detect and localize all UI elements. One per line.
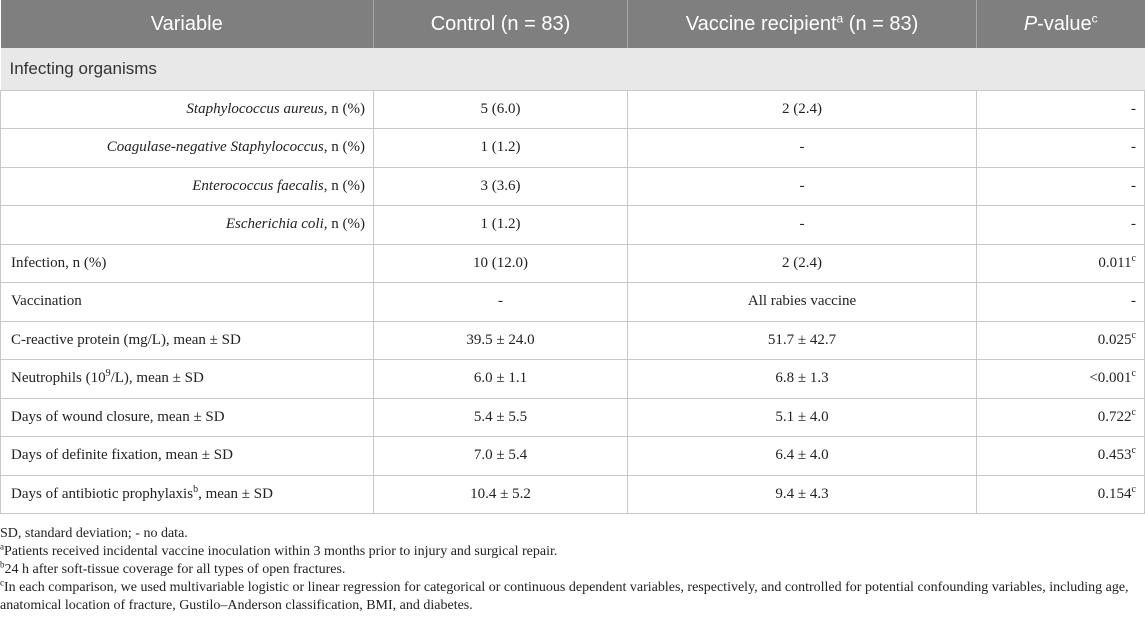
header-vaccine-n: (n = 83) bbox=[843, 12, 919, 35]
organism-label bbox=[1, 129, 374, 168]
pvalue-cell bbox=[977, 475, 1145, 514]
antibiotic-label-pre: Days of antibiotic prophylaxis bbox=[11, 485, 194, 502]
header-p-sup: c bbox=[1091, 10, 1098, 25]
section-row bbox=[1, 48, 1145, 90]
pvalue-text: 0.722 bbox=[1097, 408, 1132, 425]
pvalue-sup: c bbox=[1131, 483, 1136, 495]
organism-name: Escherichia coli bbox=[225, 216, 324, 233]
organism-name: Staphylococcus aureus bbox=[186, 100, 324, 117]
footnote-a bbox=[0, 543, 1140, 561]
footnote-c bbox=[0, 579, 1140, 615]
table-row bbox=[1, 167, 1145, 206]
control-cell: 10.4 ± 5.2 bbox=[374, 475, 628, 514]
organism-suffix: , n (%) bbox=[323, 100, 365, 117]
neutrophils-label-pre: Neutrophils (10 bbox=[11, 370, 106, 387]
organism-name: Enterococcus faecalis bbox=[192, 177, 324, 194]
organism-label bbox=[1, 206, 374, 245]
pvalue-text: 0.011 bbox=[1098, 254, 1132, 271]
footnote-c-mark: c bbox=[0, 577, 4, 588]
table-row bbox=[1, 90, 1145, 129]
organism-suffix: , n (%) bbox=[323, 139, 365, 156]
control-cell: 1 (1.2) bbox=[374, 129, 628, 168]
pvalue-text: 0.025 bbox=[1097, 331, 1132, 348]
pvalue-cell: - bbox=[977, 90, 1145, 129]
antibiotic-label-sup: b bbox=[193, 483, 199, 495]
vaccine-cell: - bbox=[628, 129, 977, 168]
control-cell: 7.0 ± 5.4 bbox=[374, 437, 628, 476]
vaccine-cell: 51.7 ± 42.7 bbox=[628, 321, 977, 360]
pvalue-sup: c bbox=[1131, 252, 1136, 264]
vaccine-cell: All rabies vaccine bbox=[628, 283, 977, 322]
footnote-a-text: Patients received incidental vaccine inoculation within 3 months prior to injury and surgical repair. bbox=[4, 544, 558, 559]
control-cell: 10 (12.0) bbox=[374, 244, 628, 283]
header-control: Control (n = 83) bbox=[374, 0, 628, 48]
control-cell: 5.4 ± 5.5 bbox=[374, 398, 628, 437]
control-cell: 39.5 ± 24.0 bbox=[374, 321, 628, 360]
wound-label: Days of wound closure, mean ± SD bbox=[1, 398, 374, 437]
pvalue-cell bbox=[977, 437, 1145, 476]
pvalue-cell bbox=[977, 398, 1145, 437]
control-cell: 3 (3.6) bbox=[374, 167, 628, 206]
pvalue-text: 0.453 bbox=[1097, 447, 1132, 464]
antibiotic-label bbox=[1, 475, 374, 514]
table-row-neutrophils bbox=[1, 360, 1145, 399]
header-row bbox=[1, 0, 1145, 48]
table-row-infection bbox=[1, 244, 1145, 283]
fixation-label: Days of definite fixation, mean ± SD bbox=[1, 437, 374, 476]
vaccine-cell: 6.8 ± 1.3 bbox=[628, 360, 977, 399]
footnote-b bbox=[0, 561, 1140, 579]
pvalue-text: <0.001 bbox=[1089, 370, 1132, 387]
vaccination-label: Vaccination bbox=[1, 283, 374, 322]
pvalue-cell bbox=[977, 244, 1145, 283]
control-cell: 1 (1.2) bbox=[374, 206, 628, 245]
vaccine-cell: 5.1 ± 4.0 bbox=[628, 398, 977, 437]
vaccine-cell: 2 (2.4) bbox=[628, 244, 977, 283]
pvalue-sup: c bbox=[1131, 368, 1136, 380]
footnote-sd: SD, standard deviation; - no data. bbox=[0, 526, 188, 541]
pvalue-cell bbox=[977, 321, 1145, 360]
pvalue-text: 0.154 bbox=[1097, 485, 1132, 502]
table-row-crp bbox=[1, 321, 1145, 360]
header-vaccine-sup: a bbox=[836, 10, 844, 25]
crp-label: C-reactive protein (mg/L), mean ± SD bbox=[1, 321, 374, 360]
vaccine-cell: 6.4 ± 4.0 bbox=[628, 437, 977, 476]
table-row bbox=[1, 206, 1145, 245]
footnote-b-text: 24 h after soft-tissue coverage for all types of open fractures. bbox=[4, 562, 346, 577]
header-p-rest: -value bbox=[1037, 12, 1092, 35]
neutrophils-label-sup: 9 bbox=[105, 368, 111, 380]
organism-label bbox=[1, 167, 374, 206]
neutrophils-label bbox=[1, 360, 374, 399]
infection-label: Infection, n (%) bbox=[1, 244, 374, 283]
header-variable: Variable bbox=[1, 0, 374, 48]
header-pvalue bbox=[977, 0, 1145, 48]
control-cell: 5 (6.0) bbox=[374, 90, 628, 129]
table-row bbox=[1, 129, 1145, 168]
footnote-a-mark: a bbox=[0, 541, 4, 552]
header-vaccine bbox=[628, 0, 977, 48]
header-vaccine-label: Vaccine recipient bbox=[685, 12, 837, 35]
section-title: Infecting organisms bbox=[9, 58, 157, 78]
footnote-b-mark: b bbox=[0, 559, 5, 570]
control-cell: - bbox=[374, 283, 628, 322]
header-p-italic: P bbox=[1023, 12, 1038, 35]
pvalue-cell: - bbox=[977, 283, 1145, 322]
control-cell: 6.0 ± 1.1 bbox=[374, 360, 628, 399]
pvalue-sup: c bbox=[1131, 329, 1136, 341]
antibiotic-label-post: , mean ± SD bbox=[198, 485, 273, 502]
pvalue-cell: - bbox=[977, 167, 1145, 206]
footnote-c-text: In each comparison, we used multivariable logistic or linear regression for categorical or continuous dependent variables, respectively, and controlled for potential confounding variables, including age, anatomical location of fracture, Gustilo–Anderson classification, BMI, and diabetes. bbox=[0, 580, 1129, 613]
pvalue-sup: c bbox=[1131, 445, 1136, 457]
vaccine-cell: - bbox=[628, 167, 977, 206]
table-row-fixation bbox=[1, 437, 1145, 476]
pvalue-sup: c bbox=[1131, 406, 1136, 418]
pvalue-cell: - bbox=[977, 206, 1145, 245]
organism-suffix: , n (%) bbox=[323, 177, 365, 194]
table-row-vaccination bbox=[1, 283, 1145, 322]
neutrophils-label-post: /L), mean ± SD bbox=[110, 370, 204, 387]
vaccine-cell: 2 (2.4) bbox=[628, 90, 977, 129]
vaccine-cell: 9.4 ± 4.3 bbox=[628, 475, 977, 514]
table-footnotes bbox=[0, 525, 1140, 615]
pvalue-cell: - bbox=[977, 129, 1145, 168]
organism-suffix: , n (%) bbox=[323, 216, 365, 233]
table-row-wound bbox=[1, 398, 1145, 437]
pvalue-cell bbox=[977, 360, 1145, 399]
organism-name: Coagulase-negative Staphylococcus bbox=[106, 139, 324, 156]
organism-label bbox=[1, 90, 374, 129]
table-row-antibiotic bbox=[1, 475, 1145, 514]
vaccine-cell: - bbox=[628, 206, 977, 245]
